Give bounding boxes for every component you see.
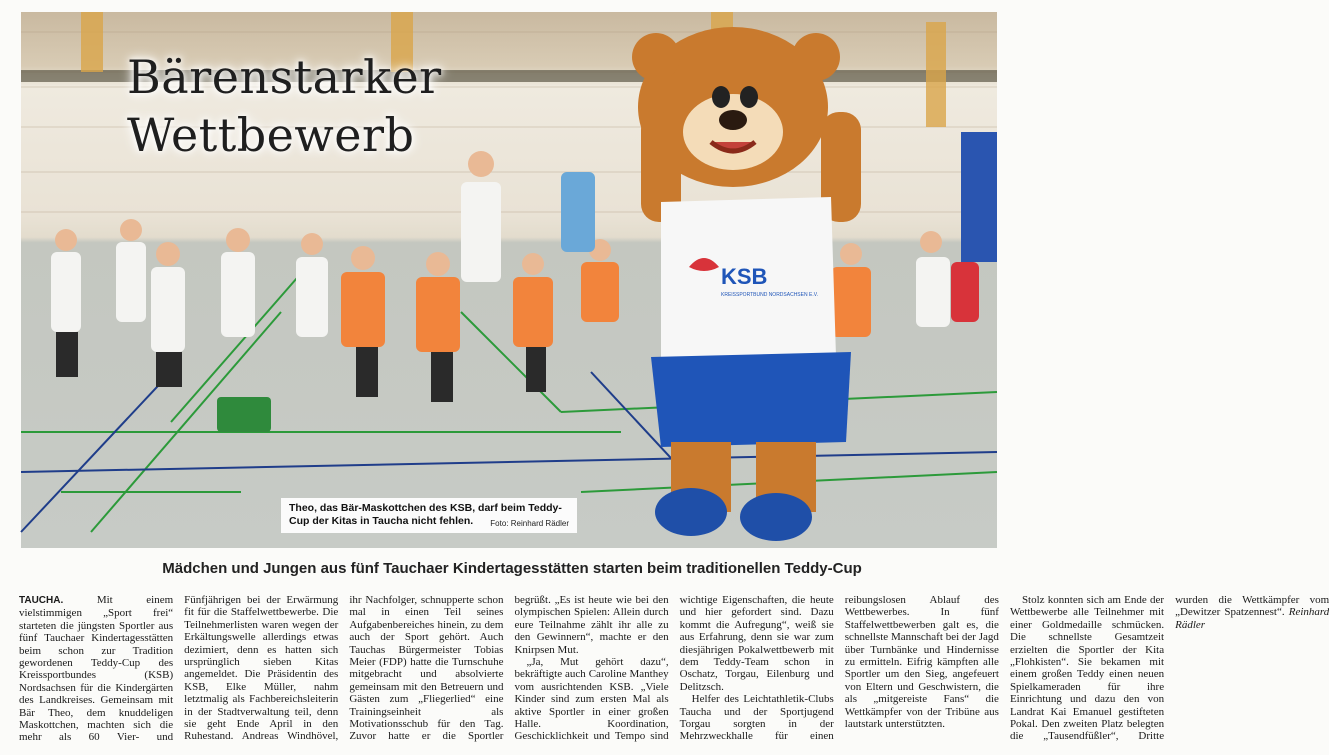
mascot-bear	[632, 27, 861, 541]
article-paragraph-3: Helfer des Leichtathletik-Clubs Taucha und der Sportjugend Torgau sorgten in der Mehrzweckhalle für einen reibungslosen Ablauf des Wettbewerbes. In fünf Staffelwettbewerben galt es, die schnellste Mannschaft bei der Jagd über Turnbänke und Hindernisse zu ermitteln. Eifrig kämpften alle Sportler um den Sieg, angefeuert von Eltern und Geschwistern, die als „mitgereiste Fans“ die Wettkämpfer von der Tribüne aus lautstark unterstützten.	[679, 594, 999, 743]
shirt-logo-sub: KREISSPORTBUND NORDSACHSEN E.V.	[721, 292, 818, 298]
headline	[127, 48, 442, 164]
article-photo	[21, 12, 997, 548]
article-paragraph-1: TAUCHA. Mit einem vielstimmigen „Sport frei“ starteten die jüngsten Sportler aus fünf Tauchaer Kindertagesstätten beim schon zur Tradition gewordenen Teddy-Cup des Kreissportbundes (KSB) Nordsachsen für die Kindergärten des Landkreises. Gemeinsam mit Bär Theo, dem knuddeligen Maskottchen, machten sich die mehr als 60 Vier- und Fünfjährigen bei der Erwärmung fit für die Staffelwettbewerbe. Die Teilnehmerlisten waren wegen der Erkältungswelle allerdings etwas dezimiert, denn es hatten sich ursprünglich sieben Kitas angemeldet. Die Präsidentin des KSB, Elke Müller, nahm letztmalig als Fachbereichsleiterin in der Stadtverwaltung teil, denn sie geht Ende April in den Ruhestand. Andreas Windhövel, ihr Nachfolger, schnupperte schon mal in einen Teil seines Aufgabenbereiches hinein, zu dem auch der Sport gehört. Auch Tauchas Bürgermeister Tobias Meier (FDP) hatte die Turnschuhe mitgebracht und absolvierte gemeinsam mit den Betreuern und Gästen zum „Fliegerlied“ eine Trainingseinheit als Motivationsschub für den Tag. Zuvor hatte er die Sportler begrüßt. „Es ist heute wie bei den olympischen Spielen: Allein durch eure Teilnahme zählt ihr alle zu den Gewinnern“, machte er den Knirpsen Mut.	[19, 594, 669, 744]
headline-line-1: Bärenstarker	[127, 50, 442, 104]
photo-caption	[281, 498, 577, 533]
shirt-logo-ksb: KSB	[721, 264, 768, 289]
article-paragraph-4: Stolz konnten sich am Ende der Wettbewerbe alle Teilnehmer mit einer Goldmedaille schmücken. Die schnellste Gesamtzeit erzielten die Sportler der Kita „Flohkisten“. Sie bekamen mit einem großen Teddy einen neuen Spielkameraden für ihre Einrichtung und dazu den von Landrat Kai Emanuel gestifteten Pokal. Den zweiten Platz belegten die „Tausendfüßler“, Dritte wurden die Wettkämpfer vom „Dewitzer Spatzennest“. Reinhard Rädler	[1009, 594, 1329, 743]
headline-line-2: Wettbewerb	[127, 108, 415, 162]
caption-text: Theo, das Bär-Maskottchen des KSB, darf beim Teddy-Cup der Kitas in Taucha nicht fehlen.	[289, 502, 562, 527]
photo-credit: Foto: Reinhard Rädler	[490, 519, 569, 528]
article-paragraph-2: „Ja, Mut gehört dazu“, bekräftigte auch Caroline Manthey vom ausrichtenden KSB. „Viele Kinder sind zum ersten Mal als aktive Sportler in einer großen Halle. Koordination, Geschicklichkeit und Tempo sind wichtige Eigenschaften, die heute und hier gefordert sind. Dazu kommt die Aufregung“, weiß sie aus Erfahrung, denn sie war zum diesjährigen Pokalwettbewerb mit dem Teddy-Team schon in Oschatz, Torgau, Eilenburg und Delitzsch.	[514, 594, 834, 743]
author-name: Reinhard Rädler	[1175, 606, 1329, 631]
subheadline: Mädchen und Jungen aus fünf Tauchaer Kindertagesstätten starten beim traditionellen Teddy-Cup	[162, 560, 862, 577]
dateline: TAUCHA.	[19, 595, 64, 606]
article-body	[19, 594, 1329, 752]
